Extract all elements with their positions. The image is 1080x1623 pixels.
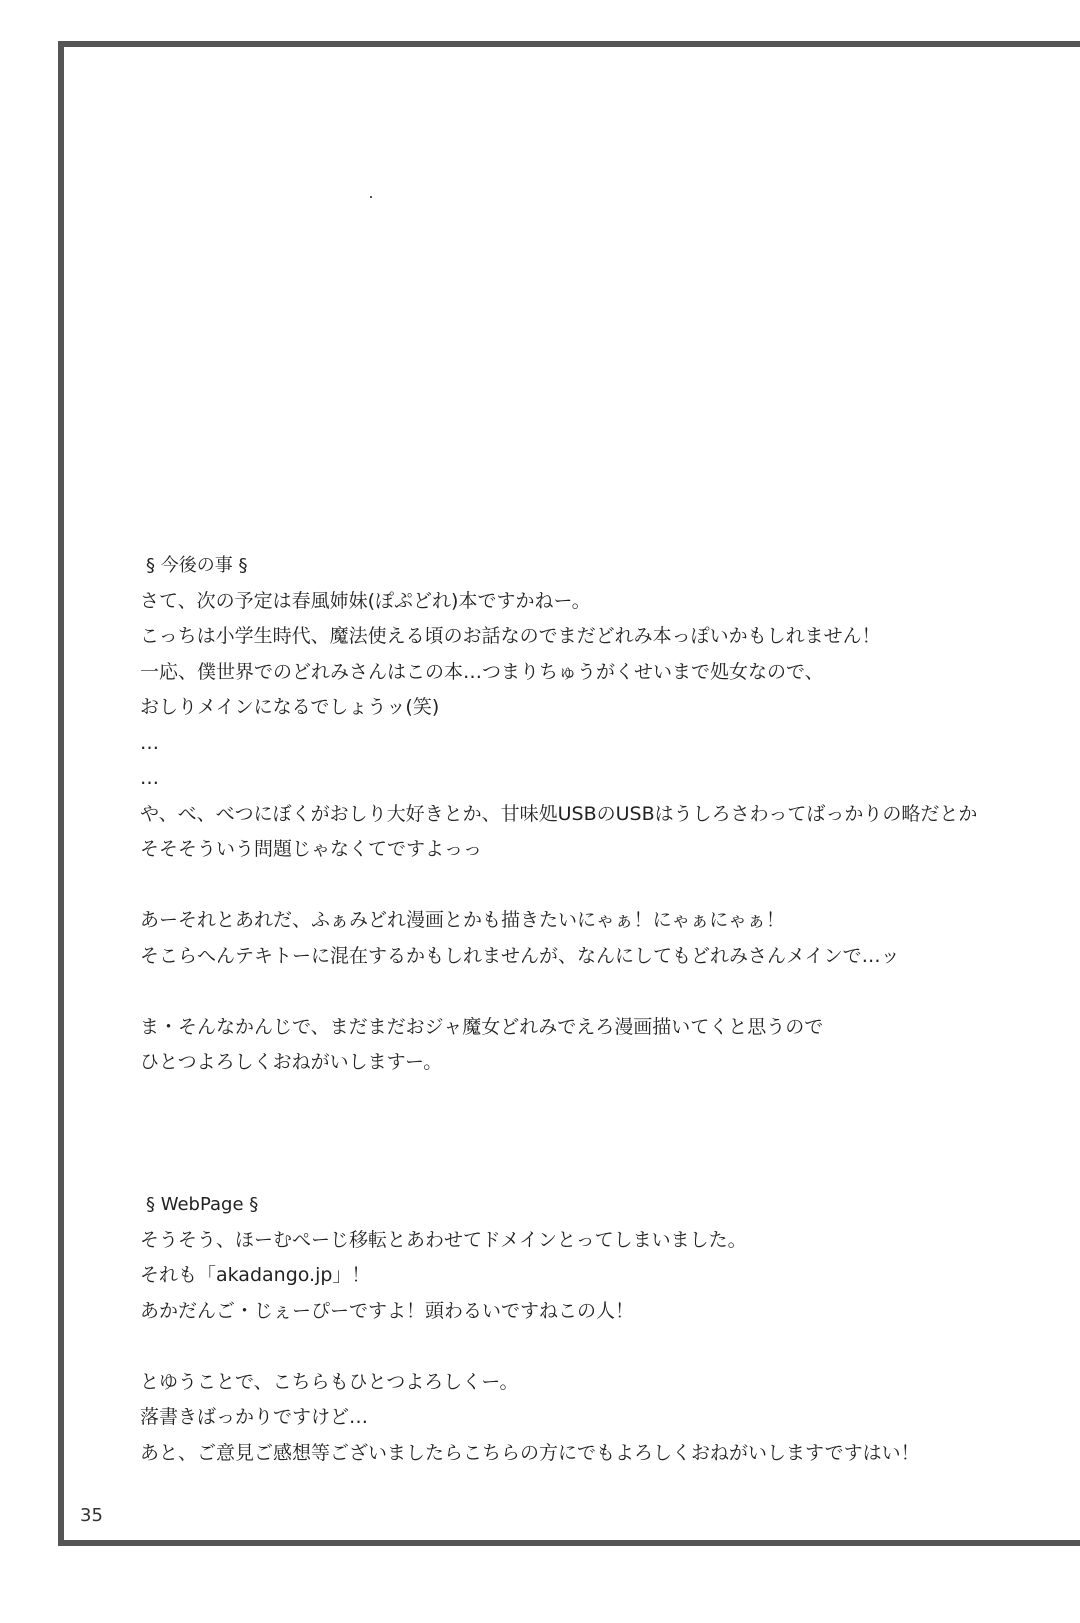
text-line: そこらへんテキトーに混在するかもしれませんが、なんにしてもどれみさんメインで…ッ [140,944,900,967]
section-heading-webpage: § WebPage § [146,1194,259,1215]
page-body [140,548,1060,1471]
text-line: こっちは小学生時代、魔法使える頃のお話なのでまだどれみ本っぽいかもしれません！ [140,625,881,647]
text-line: や、べ、べつにぼくがおしり大好きとか、甘味処USBのUSBはうしろさわってばっかりの略だとか [140,802,978,825]
paragraph-gap [140,974,1060,1010]
text-line: さて、次の予定は春風姉妹(ぽぷどれ)本ですかねー。 [140,589,591,612]
text-line: あと、ご意見ご感想等ございましたらこちらの方にでもよろしくおねがいしますですはい！ [140,1441,920,1464]
text-line: それも「akadango.jp」！ [140,1264,371,1286]
paragraph-gap [140,868,1060,904]
section-heading-future: § 今後の事 § [146,555,248,576]
text-line: とゆうことで、こちらもひとつよろしくー。 [140,1370,519,1393]
paragraph-gap [140,1329,1060,1365]
section-gap [140,1081,1060,1188]
page-number: 35 [80,1505,103,1526]
text-line: あかだんご・じぇーぴーですよ！頭わるいですねこの人！ [140,1299,635,1322]
text-line: ひとつよろしくおねがいしますー。 [140,1051,443,1073]
text-line: おしりメインになるでしょうッ(笑) [140,696,440,718]
text-line: そうそう、ほーむぺーじ移転とあわせてドメインとってしまいました。 [140,1228,747,1251]
text-line: そそそういう問題じゃなくてですよっっ [140,838,483,860]
text-line: ま・そんなかんじで、まだまだおジャ魔女どれみでえろ漫画描いてくと思うので [140,1015,824,1038]
stray-dot [370,196,372,198]
text-line: … [140,731,159,754]
text-line: あーそれとあれだ、ふぁみどれ漫画とかも描きたいにゃぁ！にゃぁにゃぁ！ [140,909,785,931]
text-line: 落書きばっかりですけど… [140,1406,369,1428]
text-line: … [140,767,159,789]
text-line: 一応、僕世界でのどれみさんはこの本…つまりちゅうがくせいまで処女なので、 [140,660,824,683]
